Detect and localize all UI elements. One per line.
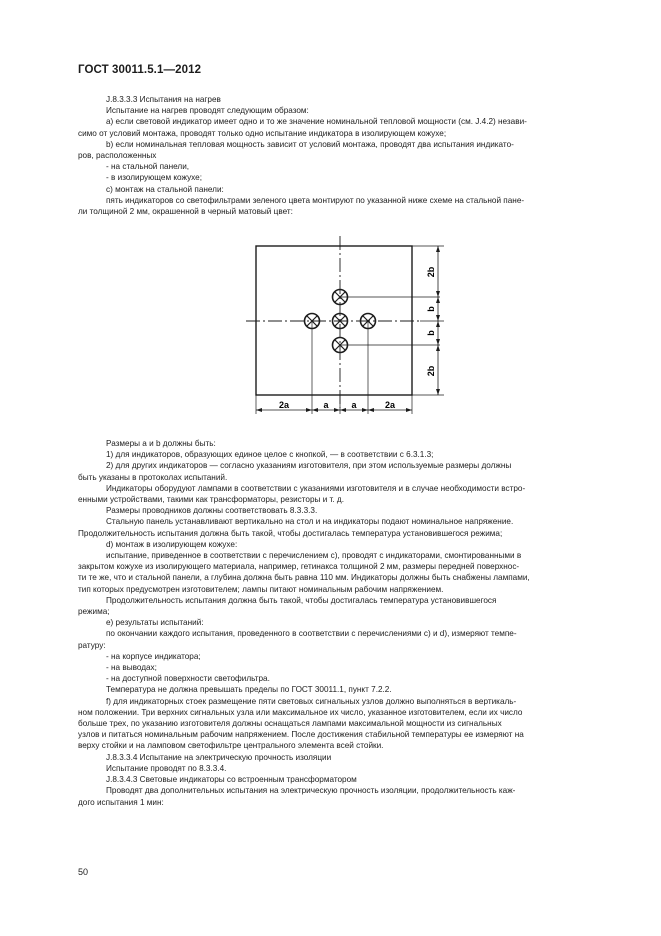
text-line: закрытом кожухе из изолирующего материала, например, гетинакса толщиной 2 мм, размеры передней поверхнос-: [78, 562, 520, 572]
text-line: больше трех, по указанию изготовителя должны оснащаться лампами максимальной мощности из сигнальных: [78, 719, 502, 729]
text-line: J.8.3.3.4 Испытание на электрическую прочность изоляции: [106, 752, 332, 762]
text-line: Испытание на нагрев проводят следующим образом:: [106, 106, 309, 116]
text-line: J.8.3.4.3 Световые индикаторы со встроенным трансформатором: [106, 775, 357, 785]
text-line: e) результаты испытаний:: [106, 618, 204, 628]
text-line: d) монтаж в изолирующем кожухе:: [106, 539, 238, 549]
text-line: режима;: [78, 607, 110, 617]
dim-label-b-lower: b: [426, 330, 436, 336]
text-line: узлов и питаться номинальным рабочим напряжением. После достижения стабильной температуры ее измеряют на: [78, 730, 524, 740]
dim-label-2b-bottom: 2b: [426, 365, 436, 377]
dim-label-2a-right: 2a: [384, 400, 396, 410]
dim-label-b-upper: b: [426, 306, 436, 312]
steel-panel-outline: [256, 246, 412, 395]
text-line: быть указаны в протоколах испытаний.: [78, 472, 228, 482]
text-line: Продолжительность испытания должна быть такой, чтобы достигалась температура установившегося: [106, 595, 497, 605]
text-line: Индикаторы оборудуют лампами в соответствии с указаниями изготовителя и в случае необходимости встро-: [106, 483, 526, 493]
text-line: Продолжительность испытания должна быть такой, чтобы достигалась температура установившегося режима;: [78, 528, 503, 538]
text-line: верху стойки и на ламповом светофильтре центрального элемента всей стойки.: [78, 741, 384, 751]
dim-label-2a-left: 2a: [278, 400, 290, 410]
text-line: Стальную панель устанавливают вертикально на стол и на индикаторы подают номинальное напряжение.: [106, 517, 514, 527]
panel-mounting-diagram: [240, 232, 460, 422]
text-line: пять индикаторов со светофильтрами зеленого цвета монтируют по указанной ниже схеме на стальной пане-: [106, 195, 525, 205]
text-line: 2) для других индикаторов — согласно указаниям изготовителя, при этом используемые размеры должны: [106, 461, 512, 471]
text-line: Размеры проводников должны соответствовать 8.3.3.3.: [106, 506, 318, 516]
text-line: дого испытания 1 мин:: [78, 797, 164, 807]
text-line: - на доступной поверхности светофильтра.: [106, 674, 270, 684]
text-line: - на корпусе индикатора;: [106, 651, 201, 661]
text-line: Испытание проводят по 8.3.3.4.: [106, 763, 227, 773]
text-line: Размеры a и b должны быть:: [106, 439, 216, 448]
text-line: ном положении. Три верхних сигнальных узла или максимальное их число, указанное изготовителем, если их число: [78, 707, 523, 717]
dim-label-2b-top: 2b: [426, 266, 436, 278]
dim-label-a-right: a: [351, 400, 357, 410]
document-header: ГОСТ 30011.5.1—2012: [78, 64, 202, 76]
text-line: - на стальной панели,: [106, 162, 190, 172]
dim-label-a-left: a: [323, 400, 329, 410]
text-line: симо от условий монтажа, проводят только одно испытание индикатора в изолирующем кожухе;: [78, 128, 447, 138]
text-line: f) для индикаторных стоек размещение пяти световых сигнальных узлов должно выполняться в вертикаль-: [106, 696, 517, 706]
text-line: Проводят два дополнительных испытания на электрическую прочность изоляции, продолжительность каж-: [106, 786, 516, 796]
text-line: тип которых предусмотрен изготовителем; лампы питают номинальным рабочим напряжением.: [78, 584, 444, 594]
text-line: по окончании каждого испытания, проведенного в соответствии с перечислениями c) и d), измеряют темпе-: [106, 629, 517, 639]
text-line: ти те же, что и стальной панели, а глубина должна быть равна 110 мм. Индикаторы должны быть снабжены лампами,: [78, 573, 530, 583]
text-line: - в изолирующем кожухе;: [106, 173, 203, 183]
text-line: ли толщиной 2 мм, окрашенной в черный матовый цвет:: [78, 207, 293, 217]
page-number: 50: [78, 867, 89, 877]
text-line: 1) для индикаторов, образующих единое целое с кнопкой, — в соответствии с 6.3.1.3;: [106, 450, 434, 460]
text-line: испытание, приведенное в соответствии с перечислением c), проводят с индикаторами, смонтированными в: [106, 551, 522, 561]
text-line: ратуру:: [78, 640, 106, 650]
text-line: b) если номинальная тепловая мощность зависит от условий монтажа, проводят два испытания индикато-: [106, 139, 514, 149]
text-line: а) если световой индикатор имеет одно и то же значение номинальной тепловой мощности (см. J.4.2) незави-: [106, 117, 527, 127]
text-line: Температура не должна превышать пределы по ГОСТ 30011.1, пункт 7.2.2.: [106, 685, 392, 695]
text-line: енными устройствами, такими как трансформаторы, резисторы и т. д.: [78, 495, 344, 505]
text-block-bottom: [78, 438, 615, 808]
text-line: ров, расположенных: [78, 151, 157, 161]
text-line: J.8.3.3.3 Испытания на нагрев: [106, 95, 221, 104]
text-line: - на выводах;: [106, 663, 157, 673]
text-block-top: [78, 94, 615, 217]
text-line: c) монтаж на стальной панели:: [106, 184, 224, 194]
